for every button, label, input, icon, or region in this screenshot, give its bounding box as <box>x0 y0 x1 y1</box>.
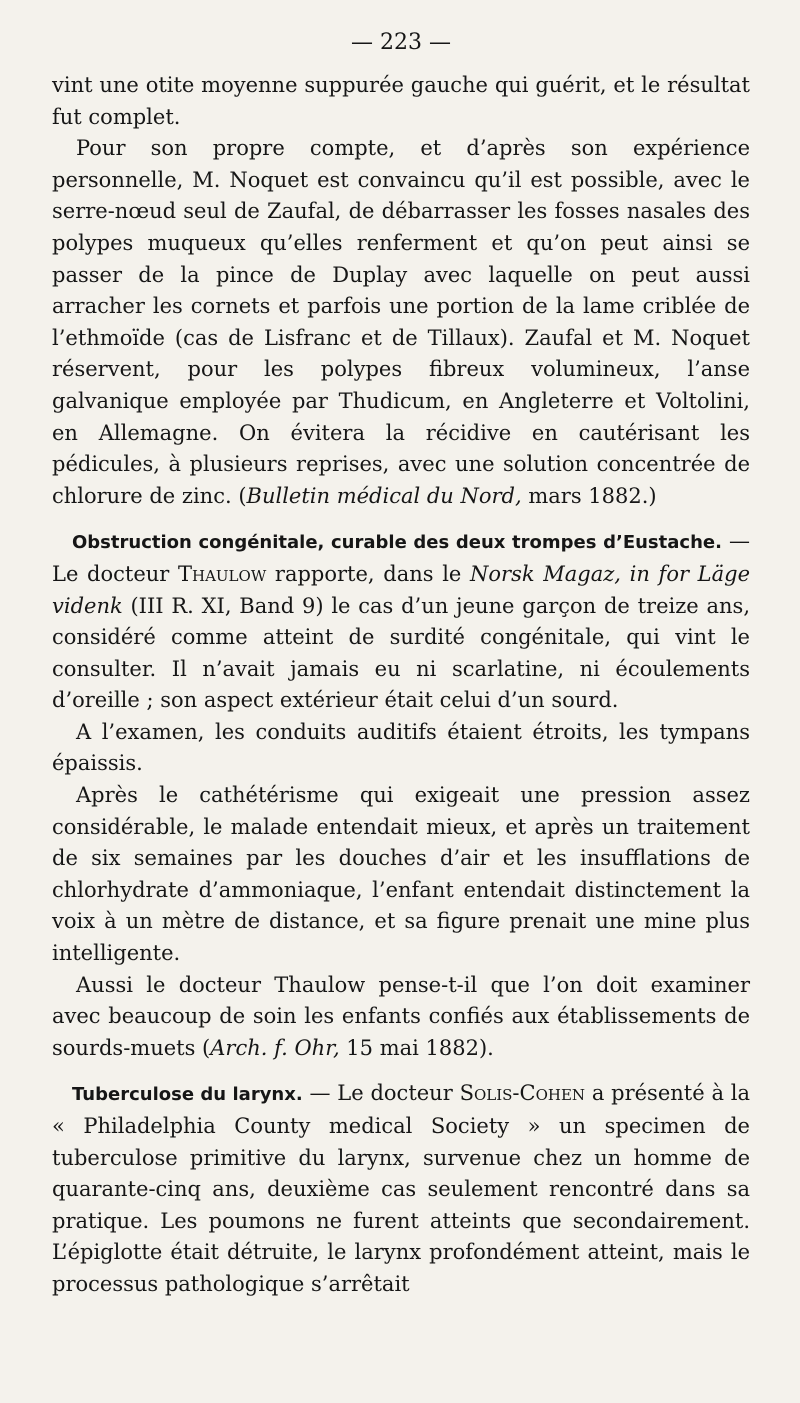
section-heading: Obstruction congénitale, curable des deux trompes d’Eustache. <box>72 532 722 554</box>
text-run: vint une otite moyenne suppurée gauche qui guérit, et le résultat fut complet. <box>52 73 750 129</box>
text-run: (III R. XI, Band 9) le cas d’un jeune garçon de treize ans, considéré comme atteint de surdité congénitale, qui vint le consulter. Il n’avait jamais eu ni scarlatine, ni écoulements d’oreille ; son aspect extérieur était celui d’un sourd. <box>52 593 750 713</box>
citation: Bulletin médical du Nord, <box>246 483 522 508</box>
text-run: A l’examen, les conduits auditifs étaient étroits, les tympans épaissis. <box>52 719 750 776</box>
paragraph <box>52 70 750 133</box>
text-run: mars 1882.) <box>521 483 657 508</box>
text-run: rapporte, dans le <box>266 561 471 586</box>
section-heading: Tuberculose du larynx. <box>72 1084 303 1106</box>
paragraph <box>52 717 750 780</box>
author-name: Thaulow <box>178 561 267 586</box>
body-text <box>52 70 750 1301</box>
text-run: — Le docteur <box>302 1081 460 1106</box>
section-tuberculose <box>52 1078 750 1300</box>
page-number: — 223 — <box>351 30 451 55</box>
text-run: Aussi le docteur Thaulow pense-t-il que l’on doit examiner avec beaucoup de soin les enfants confiés aux établissements de sourds-muets ( <box>52 972 750 1060</box>
text-run: 15 mai 1882). <box>339 1035 494 1060</box>
paragraph <box>52 970 750 1065</box>
paragraph <box>52 780 750 970</box>
section-obstruction <box>52 526 750 717</box>
text-run: a présenté à la « Philadelphia County medical Society » un specimen de tuberculose primitive du larynx, survenue chez un homme de quarante-cinq ans, deuxième cas seulement rencontré dans sa pratique. Les poumons ne furent atteints que secondairement. L’épiglotte était détruite, le larynx profondément atteint, mais le processus pathologique s’arrêtait <box>52 1081 751 1296</box>
text-run: Après le cathétérisme qui exigeait une pression assez considérable, le malade entendait mieux, et après un traitement de six semaines par les douches d’air et les insufflations de chlorhydrate d’ammoniaque, l’enfant entendait distinctement la voix à un mètre de distance, et sa figure prenait une mine plus intelligente. <box>52 783 750 966</box>
text-run: Pour son propre compte, et d’après son expérience personnelle, M. Noquet est convaincu qu’il est possible, avec le serre-nœud seul de Zaufal, de débarrasser les fosses nasales des polypes muqueux qu’elles renferment et qu’on peut ainsi se passer de la pince de Duplay avec laquelle on peut aussi arracher les cornets et parfois une portion de la lame criblée de l’ethmoïde (cas de Lisfranc et de Tillaux). Zaufal et M. Noquet réservent, pour les polypes fibreux volumineux, l’anse galvanique employée par Thudicum, en Angleterre et Voltolini, en Allemagne. On évitera la récidive en cautérisant les pédicules, à plusieurs reprises, avec une solution concentrée de chlorure de zinc. ( <box>52 136 750 508</box>
text-run: — Le docteur <box>52 529 750 586</box>
citation: Arch. f. Ohr, <box>210 1035 340 1060</box>
author-name: Solis-Cohen <box>459 1081 586 1106</box>
paragraph <box>52 133 750 512</box>
citation: Norsk Magaz, in for Läge videnk <box>52 561 751 618</box>
